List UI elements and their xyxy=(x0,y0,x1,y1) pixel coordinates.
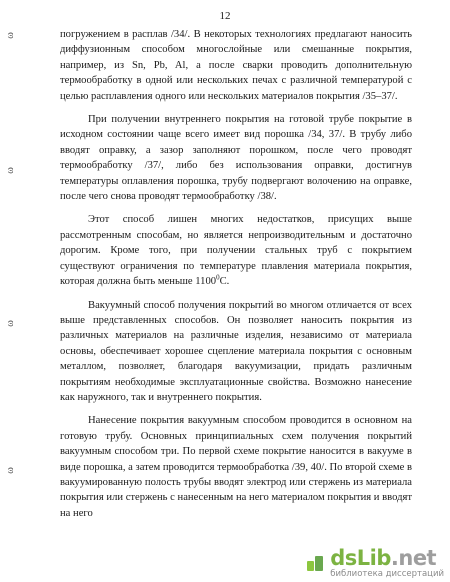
margin-mark: ω xyxy=(4,167,16,174)
dslib-logo-icon xyxy=(306,553,326,573)
margin-mark: ω xyxy=(4,32,16,39)
watermark-text xyxy=(330,545,444,579)
page-number: 12 xyxy=(219,10,231,22)
dslib-watermark xyxy=(306,545,444,579)
watermark-brand: dsLib.net xyxy=(330,545,437,570)
paragraph: Нанесение покрытия вакуумным способом проводится в основном на готовую трубу. Основных принципиальных схем получения покрытий вакуумным способом три. По первой схеме покрытие наносится в вакууме в виде порошка, а затем проводится термообработка /39, 40/. По второй схеме в вакуумированную полость трубы вводят электрод или стержень из материала покрытия или стержень с нанесенным на него материалом покрытия и вводят на него xyxy=(60,415,412,519)
paragraph: При получении внутреннего покрытия на готовой трубе покрытие в исходном состоянии чаще всего имеет вид порошка /34, 37/. В трубу либо вводят оправку, а зазор заполняют порошком, после чего проводят термообработку /37/, либо без использования оправки, достигнув температуры оплавления порошка, трубу подвергают волочению на оправке, после чего снова проводят термообработку /38/. xyxy=(60,114,412,203)
document-body xyxy=(60,27,412,529)
paragraph-text: С. xyxy=(219,276,230,288)
paragraph xyxy=(60,212,412,289)
watermark-subtitle: библиотека диссертаций xyxy=(330,568,444,579)
degree-superscript: 0 xyxy=(216,273,220,282)
margin-mark: ω xyxy=(4,467,16,474)
margin-mark: ω xyxy=(4,320,16,327)
paragraph: погружением в расплав /34/. В некоторых технологиях предлагают наносить диффузионным способом многослойные или смешанные покрытия, например, из Sn, Pb, Al, а после сварки проводить дополнительную термообработку в одной или нескольких печах с различной температурой с целью расплавления одного или нескольких материалов покрытия /35–37/. xyxy=(60,29,412,102)
paragraph: Вакуумный способ получения покрытий во многом отличается от всех выше представленных способов. Он позволяет наносить покрытия из различных материалов на различные изделия, независимо от материала основы, обеспечивает хорошее сцепление материала покрытия с основным металлом, позволяет, благодаря вакуумизации, придать различным покрытиям необходимые эксплуатационные свойства. Возможно нанесение как наружного, так и внутреннего покрытия. xyxy=(60,299,412,403)
paragraph-text: Этот способ лишен многих недостатков, присущих выше рассмотренным способам, но является непроизводительным и достаточно дорогим. Кроме того, при получении стальных труб с покрытием существуют ограничения по температуре плавления материала покрытия, которая должна быть меньше 1100 xyxy=(60,214,412,288)
